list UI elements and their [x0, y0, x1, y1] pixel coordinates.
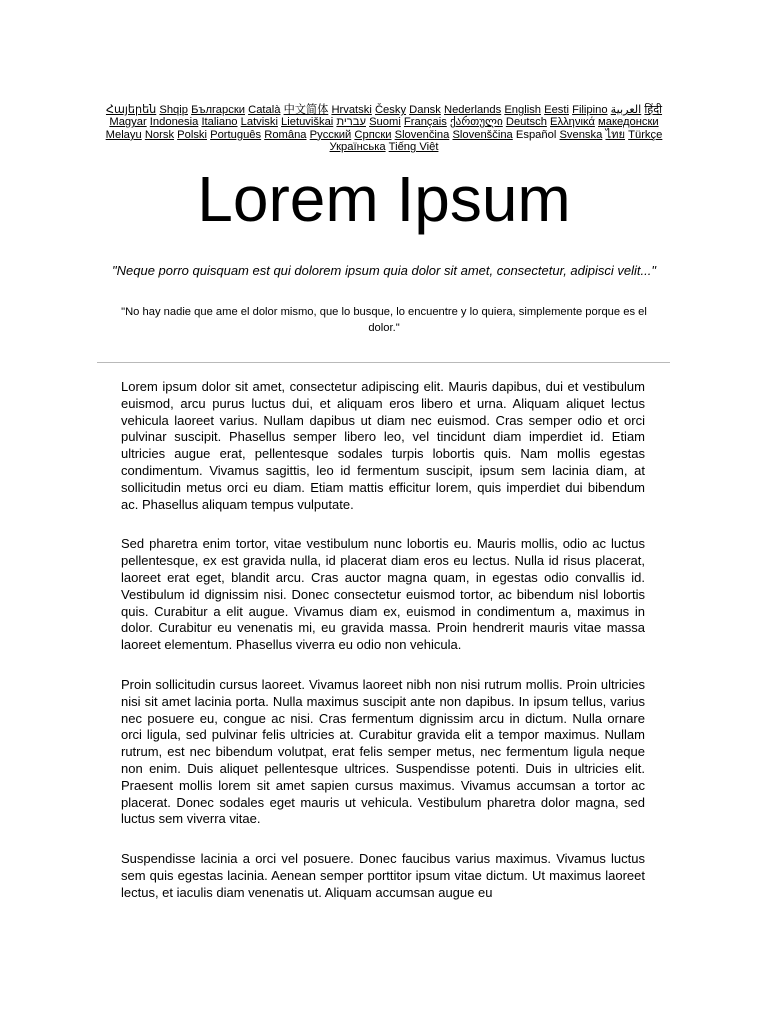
language-link[interactable]: Français: [403, 116, 447, 129]
language-link[interactable]: العربية: [610, 104, 642, 116]
language-link[interactable]: Indonesia: [149, 116, 199, 129]
language-link[interactable]: Hrvatski: [331, 104, 372, 116]
paragraph: Lorem ipsum dolor sit amet, consectetur adipiscing elit. Mauris dapibus, dui et vestibulum euismod, arcu purus luctus dui, et aliquam eros libero et urna. Aliquam aliquet lectus vehicula laoreet varius. Nullam dapibus ut diam nec euismod. Cras semper odio et orci pulvinar suscipit. Phasellus semper libero leo, vel tincidunt diam imperdiet id. Etiam ultricies augue erat, pellentesque sodales turpis lobortis quis. Nam mollis egestas condimentum. Vivamus sagittis, leo id fermentum suscipit, ipsum sem lacinia diam, at sollicitudin metus orci eu diam. Etiam mattis efficitur lorem, quis imperdiet dui bibendum ac. Phasellus aliquam tempus vulputate.: [121, 379, 645, 512]
language-link[interactable]: Tiếng Việt: [388, 141, 439, 154]
language-link[interactable]: Català: [248, 104, 281, 116]
language-link[interactable]: Ελληνικά: [550, 116, 595, 129]
language-selector: [105, 104, 663, 154]
language-link[interactable]: हिंदी: [644, 104, 663, 116]
paragraph: Suspendisse lacinia a orci vel posuere. Donec faucibus varius maximus. Vivamus luctus sem quis egestas lacinia. Aenean semper porttitor ipsum vitae dictum. Ut maximus laoreet lectus, et iaculis diam venenatis ut. Aliquam accumsan augue eu: [121, 851, 645, 900]
language-link[interactable]: Polski: [177, 128, 208, 141]
language-link[interactable]: Português: [210, 128, 262, 141]
language-link[interactable]: Filipino: [572, 104, 608, 116]
language-link[interactable]: Deutsch: [505, 116, 547, 129]
language-link[interactable]: Italiano: [201, 116, 238, 129]
language-link[interactable]: English: [504, 104, 542, 116]
language-link[interactable]: Magyar: [109, 116, 147, 129]
language-link[interactable]: Pyccкий: [309, 128, 352, 141]
paragraph: Sed pharetra enim tortor, vitae vestibulum nunc lobortis eu. Mauris mollis, odio ac luctus pellentesque, ex est gravida nulla, id placerat diam eros eu lectus. Nulla id risus placerat, laoreet erat eget, blandit arcu. Cras auctor magna quam, in egestas odio convallis id. Vestibulum id dignissim nisi. Donec consectetur euismod tortor, ac bibendum nisl lobortis quis. Curabitur a elit augue. Vivamus diam ex, euismod in condimentum a, maximus in dolor. Curabitur eu venenatis mi, eu gravida massa. Proin hendrerit mauris vitae massa laoreet elementum. Phasellus viverra eu odio non vehicula.: [121, 536, 645, 653]
language-link[interactable]: Slovenščina: [452, 128, 513, 141]
language-link[interactable]: ไทย: [605, 128, 626, 141]
language-link[interactable]: Nederlands: [443, 104, 502, 116]
paragraph: Proin sollicitudin cursus laoreet. Vivamus laoreet nibh non nisi rutrum mollis. Proin ultricies nisi sit amet lacinia porta. Nulla maximus suscipit ante non dapibus. In ipsum tellus, varius nec posuere eu, congue ac nisi. Cras fermentum dignissim arcu in dictum. Nulla ornare orci ligula, sed pulvinar felis ultricies at. Curabitur gravida elit a tempor maximus. Nullam rutrum, est nec bibendum volutpat, erat felis semper metus, nec fermentum ligula neque non enim. Duis aliquet pellentesque ultrices. Suspendisse potenti. Duis in ultricies elit. Praesent mollis lorem sit amet sapien cursus maximus. Vivamus accumsan a tortor ac placerat. Donec sodales eget mauris ut vehicula. Vestibulum pharetra dolor magna, sed luctus sem viverra vitae.: [121, 676, 645, 827]
language-link[interactable]: Româna: [264, 128, 307, 141]
language-link[interactable]: Latviski: [240, 116, 278, 129]
page-title: Lorem Ipsum: [197, 163, 571, 235]
language-link[interactable]: Türkçe: [628, 128, 663, 141]
language-link[interactable]: Suomi: [369, 116, 401, 129]
language-link[interactable]: Українська: [329, 141, 386, 154]
language-link[interactable]: Български: [191, 104, 245, 116]
spanish-quote: "No hay nadie que ame el dolor mismo, que lo busque, lo encuentre y lo quiera, simplemente porque es el dolor.": [121, 306, 647, 334]
language-link[interactable]: Česky: [374, 104, 407, 116]
language-link[interactable]: 中文简体: [283, 104, 329, 116]
language-link[interactable]: Norsk: [144, 128, 175, 141]
language-link[interactable]: Svenska: [559, 128, 603, 141]
latin-quote: "Neque porro quisquam est qui dolorem ipsum quia dolor sit amet, consectetur, adipisci velit...": [112, 263, 656, 278]
language-link[interactable]: Հայերեն: [105, 104, 157, 116]
lorem-text-body: [121, 379, 645, 925]
language-link[interactable]: македонски: [598, 116, 659, 129]
divider: [97, 362, 670, 363]
language-link[interactable]: Српски: [354, 128, 392, 141]
language-link[interactable]: עברית: [336, 116, 366, 129]
language-current: Español: [515, 128, 557, 141]
language-link[interactable]: Melayu: [105, 128, 142, 141]
language-link[interactable]: Slovenčina: [394, 128, 450, 141]
language-link[interactable]: ქართული: [449, 116, 503, 129]
language-link[interactable]: Dansk: [409, 104, 441, 116]
language-link[interactable]: Lietuviškai: [281, 116, 334, 129]
language-link[interactable]: Shqip: [159, 104, 188, 116]
language-link[interactable]: Eesti: [544, 104, 569, 116]
